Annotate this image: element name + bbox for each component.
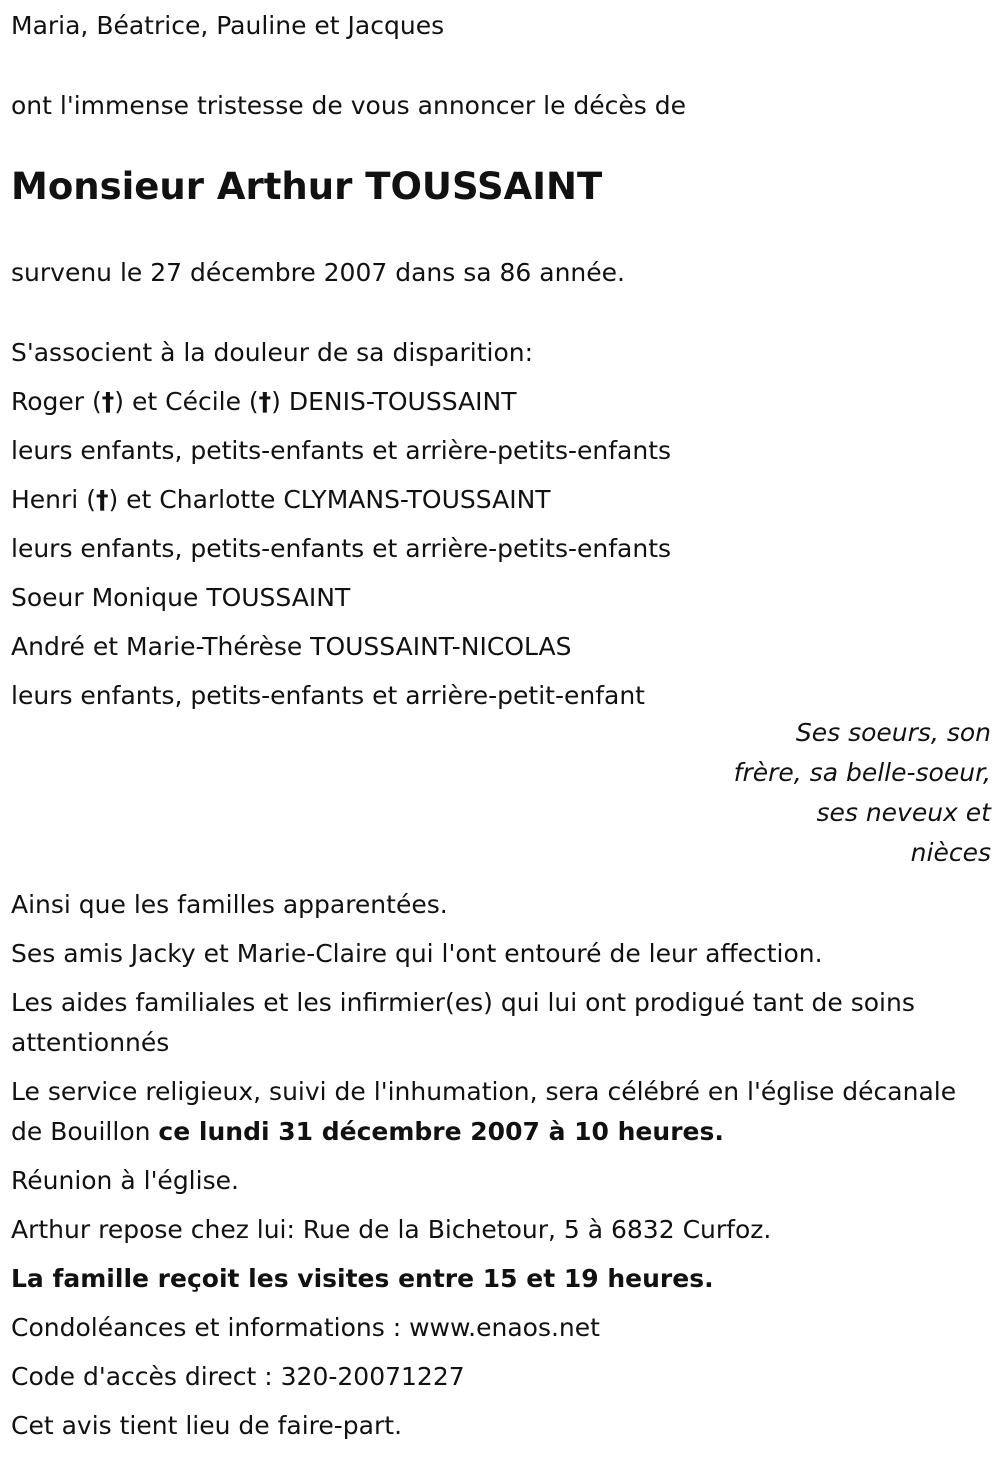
visits-text: La famille reçoit les visites entre 15 et 19 heures. (11, 1264, 714, 1293)
henri-prefix: Henri ( (11, 485, 96, 514)
cross-icon: † (101, 387, 115, 416)
service-info (11, 1072, 991, 1152)
notice-text: Cet avis tient lieu de faire-part. (11, 1411, 403, 1440)
family-andre: André et Marie-Thérèse TOUSSAINT-NICOLAS (11, 632, 572, 661)
meeting-text: Réunion à l'église. (11, 1166, 239, 1195)
roger-children: leurs enfants, petits-enfants et arrière-petits-enfants (11, 436, 672, 465)
friends-text: Ses amis Jacky et Marie-Claire qui l'ont entouré de leur affection. (11, 939, 823, 968)
roger-prefix: Roger ( (11, 387, 102, 416)
family-roger (11, 382, 991, 422)
intro-text: ont l'immense tristesse de vous annoncer le décès de (11, 91, 687, 120)
service-date: ce lundi 31 décembre 2007 à 10 heures. (158, 1117, 724, 1146)
condolences-text: Condoléances et informations : www.enaos.net (11, 1313, 600, 1342)
roger-suffix: ) DENIS-TOUSSAINT (271, 387, 517, 416)
andre-children: leurs enfants, petits-enfants et arrière-petit-enfant (11, 681, 645, 710)
side-note: Ses soeurs, son frère, sa belle-soeur, ses neveux et nièces (733, 718, 991, 867)
death-info: survenu le 27 décembre 2007 dans sa 86 année. (11, 258, 625, 287)
roger-mid: ) et Cécile ( (114, 387, 259, 416)
announcers: Maria, Béatrice, Pauline et Jacques (11, 11, 445, 40)
access-code-text: Code d'accès direct : 320-20071227 (11, 1362, 465, 1391)
service-text: Le service religieux, suivi de l'inhumation, sera célébré en l'église décanale de Bouillon (11, 1077, 957, 1146)
family-monique: Soeur Monique TOUSSAINT (11, 583, 351, 612)
associated-heading: S'associent à la douleur de sa disparition: (11, 338, 534, 367)
deceased-name: Monsieur Arthur TOUSSAINT (11, 165, 603, 208)
henri-children: leurs enfants, petits-enfants et arrière-petits-enfants (11, 534, 672, 563)
henri-suffix: ) et Charlotte CLYMANS-TOUSSAINT (108, 485, 551, 514)
family-henri (11, 480, 991, 520)
cross-icon: † (258, 387, 272, 416)
families-text: Ainsi que les familles apparentées. (11, 890, 448, 919)
obituary-notice (11, 6, 991, 1455)
cross-icon: † (95, 485, 109, 514)
caregivers-text: Les aides familiales et les infirmier(es) qui lui ont prodigué tant de soins attentionnés (11, 988, 915, 1057)
rests-text: Arthur repose chez lui: Rue de la Bichetour, 5 à 6832 Curfoz. (11, 1215, 772, 1244)
